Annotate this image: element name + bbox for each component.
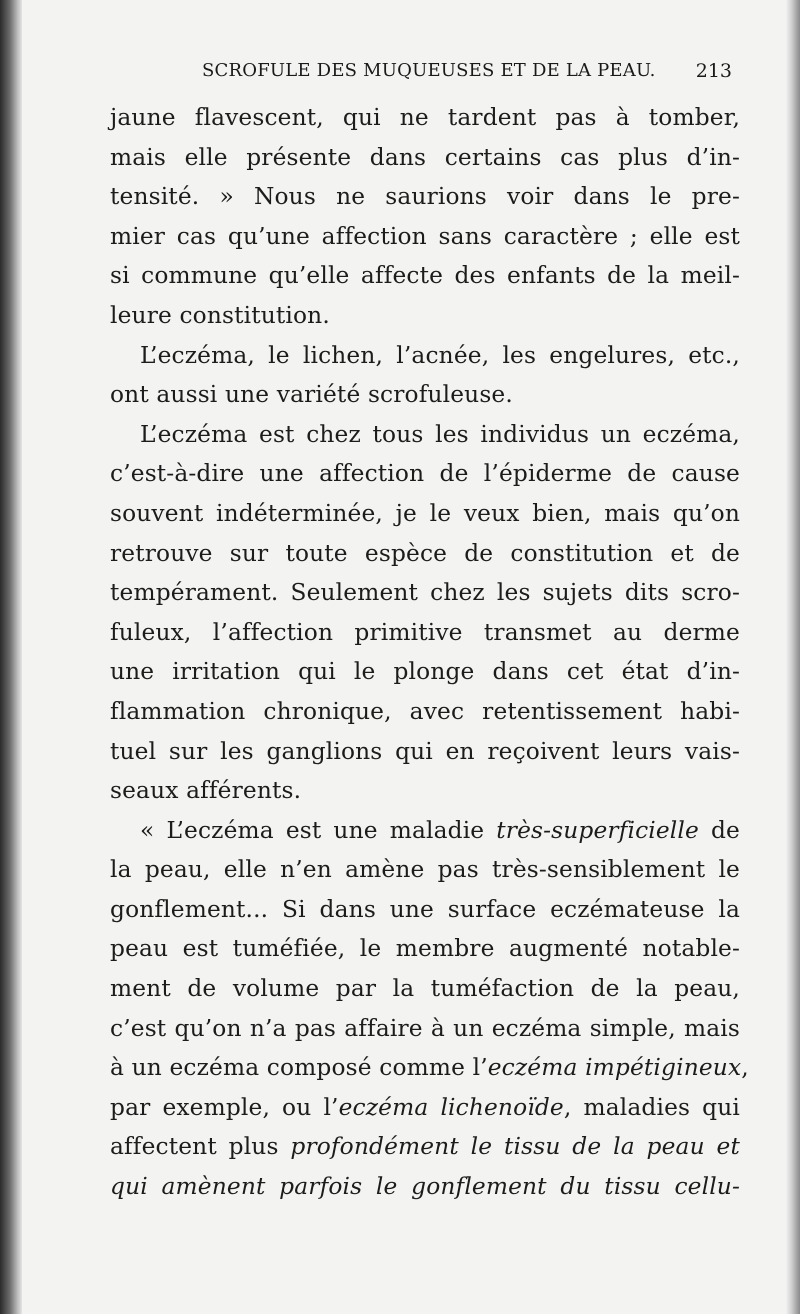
- text-line: [110, 613, 740, 653]
- text-segment: seaux afférents.: [110, 777, 302, 805]
- text-line: [110, 969, 740, 1009]
- text-segment: flammation chronique, avec retentissement habi-: [110, 697, 740, 725]
- text-line: [110, 138, 740, 178]
- text-segment: une irritation qui le plonge dans cet état d’in-: [110, 658, 740, 686]
- text-segment: de: [698, 816, 740, 844]
- text-segment: c’est qu’on n’a pas affaire à un eczéma simple, mais: [110, 1014, 740, 1042]
- text-line: [110, 1088, 740, 1128]
- text-line: [110, 771, 740, 811]
- italic-text: eczéma impétigineux: [487, 1054, 742, 1082]
- text-line: [110, 692, 740, 732]
- page-number: 213: [695, 60, 732, 82]
- italic-text: profondément le tissu de la peau et: [290, 1133, 740, 1161]
- running-head: SCROFULE DES MUQUEUSES ET DE LA PEAU.: [202, 60, 656, 81]
- text-segment: tensité. » Nous ne saurions voir dans le pre-: [110, 183, 740, 211]
- italic-text: très-superficielle: [496, 816, 699, 844]
- text-segment: , maladies qui: [563, 1093, 740, 1121]
- text-line: [110, 494, 740, 534]
- text-line: [110, 890, 740, 930]
- text-line: [110, 811, 740, 851]
- text-line: [110, 415, 740, 455]
- text-segment: leure constitution.: [110, 301, 330, 329]
- text-segment: souvent indéterminée, je le veux bien, mais qu’on: [110, 499, 740, 527]
- text-line: [110, 1127, 740, 1167]
- text-segment: retrouve sur toute espèce de constitution et de: [110, 539, 740, 567]
- text-line: [110, 1167, 740, 1207]
- text-line: [110, 573, 740, 613]
- text-segment: L’eczéma est chez tous les individus un eczéma,: [140, 420, 740, 448]
- text-segment: c’est-à-dire une affection de l’épiderme de cause: [110, 460, 740, 488]
- text-line: [110, 217, 740, 257]
- text-line: [110, 732, 740, 772]
- text-line: [110, 296, 740, 336]
- text-line: [110, 256, 740, 296]
- text-segment: « L’eczéma est une maladie: [140, 816, 497, 844]
- page-edge-right: [786, 0, 800, 1314]
- text-segment: affectent plus: [110, 1133, 291, 1161]
- text-segment: fuleux, l’affection primitive transmet au derme: [110, 618, 740, 646]
- italic-text: qui amènent parfois le gonflement du tissu cellu-: [110, 1173, 740, 1201]
- page-edge-left: [0, 0, 22, 1314]
- text-segment: par exemple, ou l’: [110, 1093, 339, 1121]
- italic-text: eczéma lichenoïde: [338, 1093, 564, 1121]
- text-line: [110, 1048, 749, 1088]
- text-line: [110, 177, 740, 217]
- text-segment: peau est tuméfiée, le membre augmenté notable-: [110, 935, 740, 963]
- text-line: [110, 375, 740, 415]
- text-line: [110, 454, 740, 494]
- text-line: [110, 336, 740, 376]
- text-segment: ,: [741, 1054, 749, 1082]
- text-line: [110, 534, 740, 574]
- text-line: [110, 98, 740, 138]
- text-segment: mier cas qu’une affection sans caractère ; elle est: [110, 222, 740, 250]
- text-line: [110, 929, 740, 969]
- text-segment: à un eczéma composé comme l’: [110, 1054, 488, 1082]
- text-segment: la peau, elle n’en amène pas très-sensiblement le: [110, 856, 740, 884]
- text-line: [110, 850, 740, 890]
- text-segment: jaune flavescent, qui ne tardent pas à tomber,: [110, 104, 740, 131]
- body-text: [110, 98, 749, 1207]
- text-segment: si commune qu’elle affecte des enfants de la meil-: [110, 262, 740, 290]
- text-line: [110, 652, 740, 692]
- page-header: [202, 60, 732, 86]
- text-segment: tempérament. Seulement chez les sujets dits scro-: [110, 579, 740, 607]
- text-segment: gonflement... Si dans une surface eczémateuse la: [110, 895, 740, 923]
- text-segment: L’eczéma, le lichen, l’acnée, les engelures, etc.,: [140, 341, 740, 369]
- book-page: [22, 0, 786, 1314]
- text-segment: ont aussi une variété scrofuleuse.: [110, 381, 513, 409]
- text-segment: tuel sur les ganglions qui en reçoivent leurs vais-: [110, 737, 740, 765]
- text-segment: ment de volume par la tuméfaction de la peau,: [110, 975, 740, 1003]
- text-line: [110, 1009, 740, 1049]
- text-segment: mais elle présente dans certains cas plus d’in-: [110, 143, 740, 171]
